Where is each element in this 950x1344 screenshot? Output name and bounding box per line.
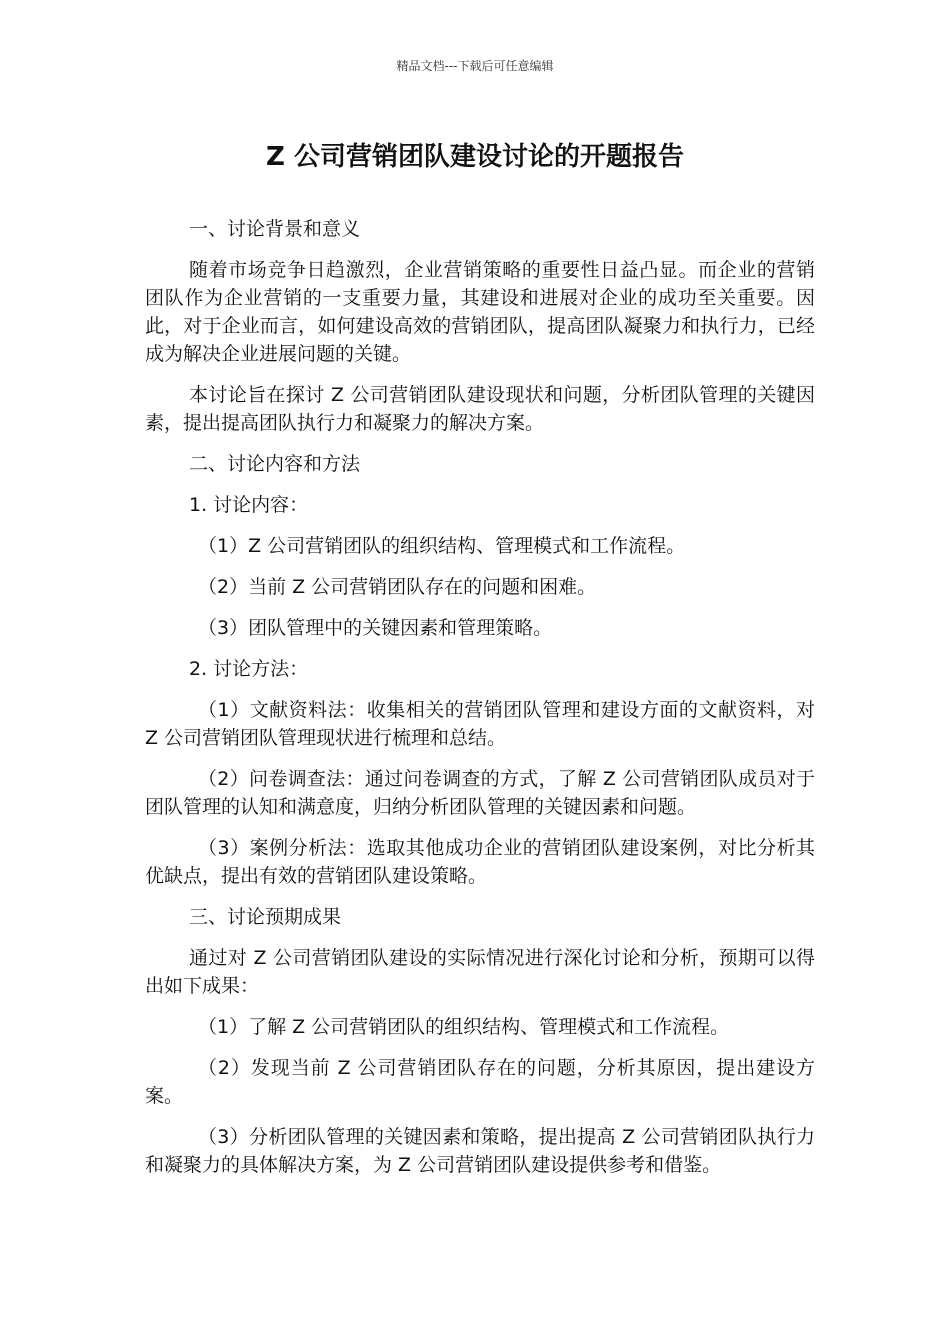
subheading-content: 1. 讨论内容： (189, 494, 309, 516)
section-heading-content-method: 二、讨论内容和方法 (189, 453, 361, 475)
list-item: （1）Z 公司营销团队的组织结构、管理模式和工作流程。 (198, 535, 686, 557)
section-heading-background: 一、讨论背景和意义 (189, 218, 361, 240)
list-item: （2）问卷调查法：通过问卷调查的方式，了解 Z 公司营销团队成员对于团队管理的认知和满意度，归纳分析团队管理的关键因素和问题。 (145, 768, 815, 818)
list-item: （3）案例分析法：选取其他成功企业的营销团队建设案例，对比分析其优缺点，提出有效的营销团队建设策略。 (145, 837, 815, 887)
subheading-method: 2. 讨论方法： (189, 658, 309, 680)
paragraph-background: 随着市场竞争日趋激烈，企业营销策略的重要性日益凸显。而企业的营销团队作为企业营销的一支重要力量，其建设和进展对企业的成功至关重要。因此，对于企业而言，如何建设高效的营销团队，提高团队凝聚力和执行力，已经成为解决企业进展问题的关键。 (145, 259, 815, 365)
list-item: （2）发现当前 Z 公司营销团队存在的问题，分析其原因，提出建设方案。 (145, 1057, 815, 1107)
document-title: Z 公司营销团队建设讨论的开题报告 (266, 142, 684, 172)
paragraph-purpose: 本讨论旨在探讨 Z 公司营销团队建设现状和问题，分析团队管理的关键因素，提出提高团队执行力和凝聚力的解决方案。 (145, 384, 815, 434)
document-body (145, 215, 815, 1179)
list-item: （1）文献资料法：收集相关的营销团队管理和建设方面的文献资料，对 Z 公司营销团队管理现状进行梳理和总结。 (145, 699, 815, 749)
header-note: 精品文档---下载后可任意编辑 (396, 59, 554, 73)
paragraph-expected-intro: 通过对 Z 公司营销团队建设的实际情况进行深化讨论和分析，预期可以得出如下成果： (145, 947, 815, 997)
list-item: （1）了解 Z 公司营销团队的组织结构、管理模式和工作流程。 (198, 1016, 730, 1038)
section-heading-expected-results: 三、讨论预期成果 (189, 906, 342, 928)
list-item: （3）分析团队管理的关键因素和策略，提出提高 Z 公司营销团队执行力和凝聚力的具体解决方案，为 Z 公司营销团队建设提供参考和借鉴。 (145, 1126, 815, 1176)
list-item: （3）团队管理中的关键因素和管理策略。 (198, 617, 553, 639)
list-item: （2）当前 Z 公司营销团队存在的问题和困难。 (198, 576, 597, 598)
